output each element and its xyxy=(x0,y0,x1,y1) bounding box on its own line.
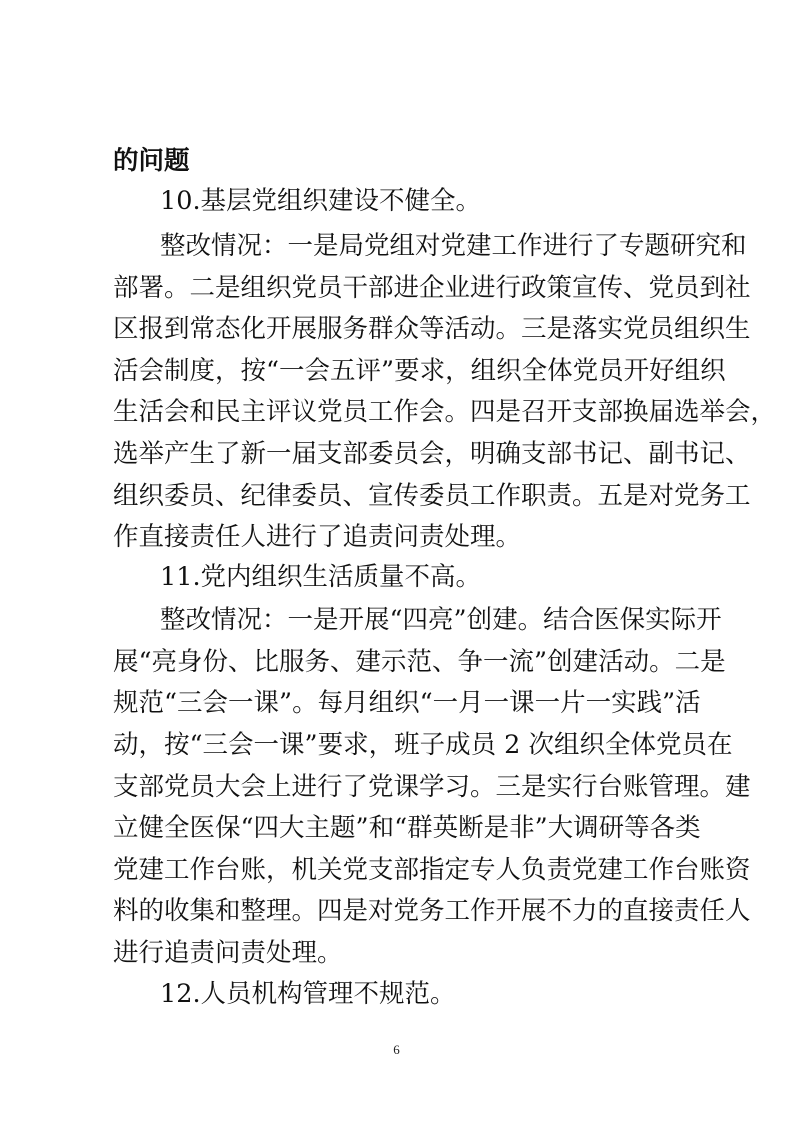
page-number: 6 xyxy=(393,1042,400,1057)
text-line: 组织委员、纪律委员、宣传委员工作职责。五是对党务工 xyxy=(113,481,751,511)
section-heading: 11.党内组织生活质量不高。 xyxy=(160,562,482,592)
text-line: 选举产生了新一届支部委员会，明确支部书记、副书记、 xyxy=(113,439,751,469)
text-line: 部署。二是组织党员干部进企业进行政策宣传、党员到社 xyxy=(113,273,751,303)
text-line: 进行追责问责处理。 xyxy=(113,938,343,968)
text-line: 动，按“三会一课”要求，班子成员 2 次组织全体党员在 xyxy=(113,730,733,760)
section-heading: 12.人员机构管理不规范。 xyxy=(160,979,456,1009)
text-line: 活会制度，按“一会五评”要求，组织全体党员开好组织 xyxy=(113,356,726,386)
text-line: 党建工作台账，机关党支部指定专人负责党建工作台账资 xyxy=(113,855,751,885)
text-line: 生活会和民主评议党员工作会。四是召开支部换届选举会， xyxy=(113,397,777,427)
text-line: 立健全医保“四大主题”和“群英断是非”大调研等各类 xyxy=(113,813,701,843)
text-line: 区报到常态化开展服务群众等活动。三是落实党员组织生 xyxy=(113,314,751,344)
text-line: 规范“三会一课”。每月组织“一月一课一片一实践”活 xyxy=(113,688,701,718)
section-heading: 10.基层党组织建设不健全。 xyxy=(160,186,482,216)
text-line: 料的收集和整理。四是对党务工作开展不力的直接责任人 xyxy=(113,896,751,926)
text-line: 整改情况：一是局党组对党建工作进行了专题研究和 xyxy=(160,231,747,261)
text-line: 支部党员大会上进行了党课学习。三是实行台账管理。建 xyxy=(113,772,751,802)
text-line: 整改情况：一是开展“四亮”创建。结合医保实际开 xyxy=(160,605,722,635)
text-line: 展“亮身份、比服务、建示范、争一流”创建活动。二是 xyxy=(113,647,726,677)
text-line: 的问题 xyxy=(113,146,190,176)
text-line: 作直接责任人进行了追责问责处理。 xyxy=(113,522,522,552)
